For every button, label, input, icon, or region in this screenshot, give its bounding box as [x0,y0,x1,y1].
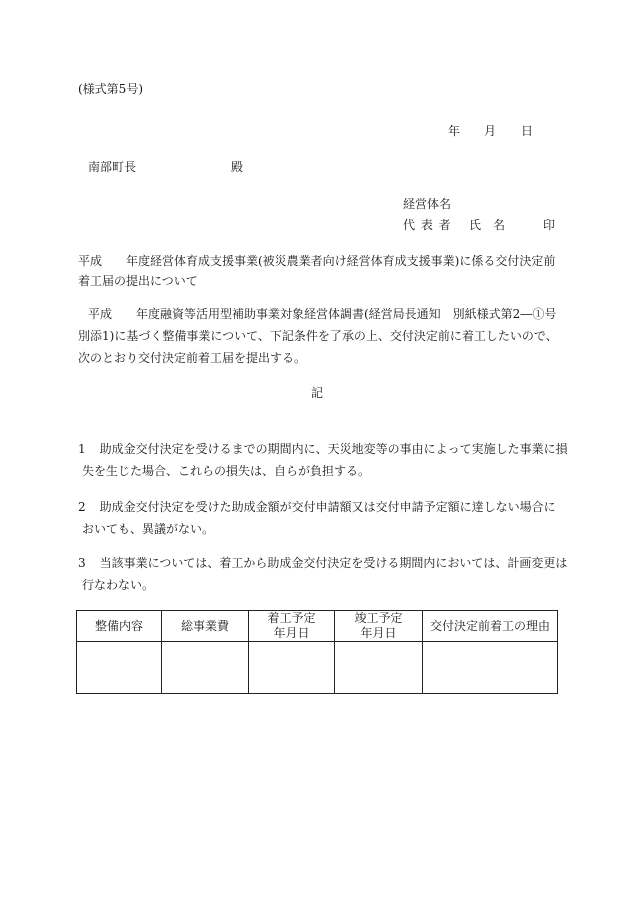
header-cell-total-cost: 総事業費 [162,611,249,642]
addressee-name: 南部町長 [88,160,137,174]
body-line: 別添1)に基づく整備事業について、下記条件を了承の上、交付決定前に着工したいので、 [78,329,558,343]
condition-item [78,556,567,604]
header-cell-start-date: 着工予定 年月日 [249,611,335,642]
condition-text: 助成金交付決定を受けた助成金額が交付申請額又は交付申請予定額に達しない場合に [99,500,556,514]
addressee-honorific: 殿 [231,160,244,174]
document-body [78,307,558,373]
form-number: (様式第5号) [78,82,143,96]
condition-number: 3 [78,556,86,570]
date-year-label: 年 [448,124,461,138]
condition-number: 2 [78,500,86,514]
table-cell [77,642,162,694]
condition-text: 当該事業については、着工から助成金交付決定を受ける期間内においては、計画変更は [99,556,568,570]
condition-text: おいても、異議がない。 [82,522,215,536]
condition-item [78,442,568,490]
condition-text: 助成金交付決定を受けるまでの期間内に、天災地変等の事由によって実施した事業に損 [99,442,568,456]
date-day-label: 日 [521,124,534,138]
ki-heading: 記 [311,386,324,400]
table-cell [249,642,335,694]
name-label: 氏 名 [469,218,506,232]
subject-line: 着工届の提出について [78,274,198,288]
condition-text: 行なわない。 [82,578,155,592]
table-header-row [77,611,558,642]
header-cell-reason: 交付決定前着工の理由 [423,611,558,642]
table-cell [335,642,423,694]
condition-number: 1 [78,442,86,456]
entity-name-label: 経営体名 [403,197,452,211]
representative-label: 代 表 者 [403,218,452,232]
project-table [76,610,558,694]
header-cell-content: 整備内容 [77,611,162,642]
body-line: 平成 年度融資等活用型補助事業対象経営体調書(経営局長通知 別紙様式第2―①号 [88,307,557,321]
header-cell-completion-date: 竣工予定 年月日 [335,611,423,642]
document-subject [78,254,555,300]
table-row [77,642,558,694]
table-cell [162,642,249,694]
condition-item [78,500,556,548]
seal-mark: 印 [543,218,556,232]
body-line: 次のとおり交付決定前着工届を提出する。 [78,351,307,365]
subject-line: 平成 年度経営体育成支援事業(被災農業者向け経営体育成支援事業)に係る交付決定前 [78,254,556,268]
condition-text: 失を生じた場合、これらの損失は、自らが負担する。 [82,464,371,478]
table-cell [423,642,558,694]
date-month-label: 月 [484,124,497,138]
